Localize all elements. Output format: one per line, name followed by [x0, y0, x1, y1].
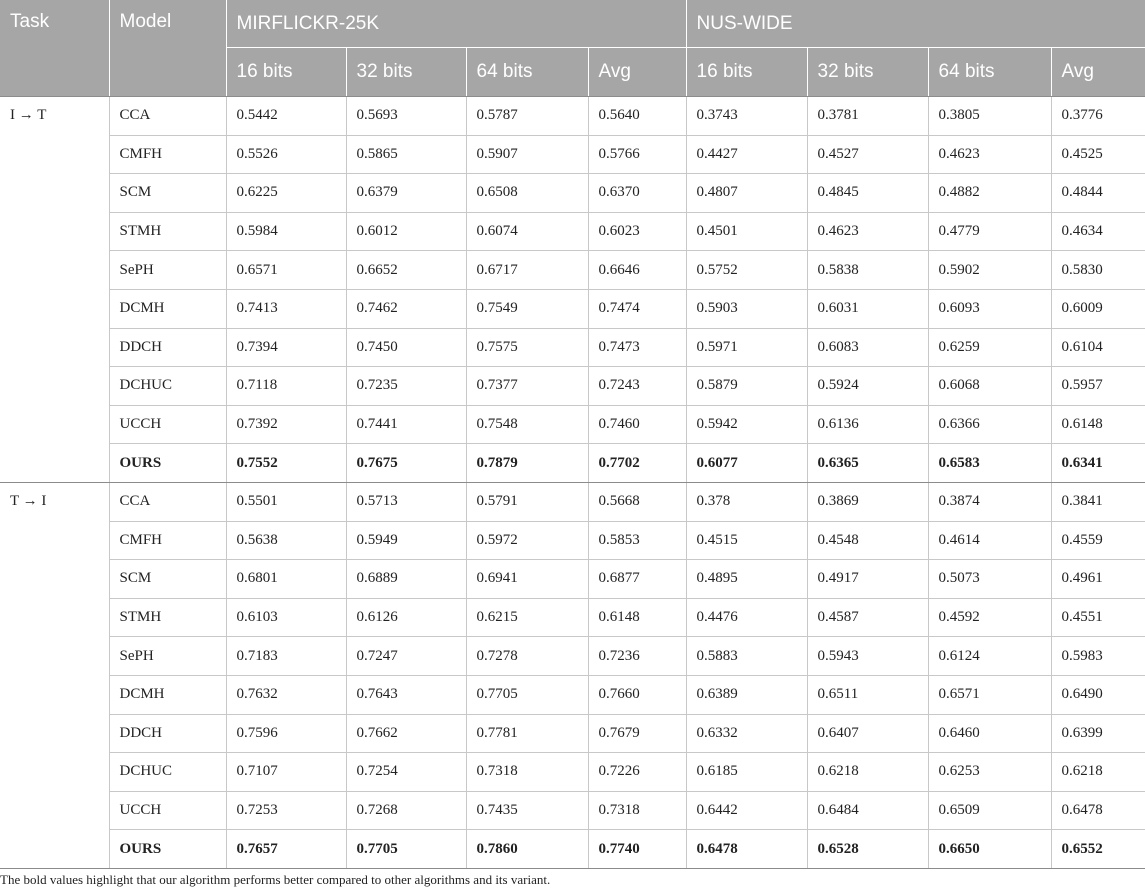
value-cell: 0.7392 [226, 405, 346, 444]
value-cell: 0.7107 [226, 753, 346, 792]
value-cell: 0.6484 [807, 791, 928, 830]
value-cell: 0.6332 [686, 714, 807, 753]
value-cell: 0.7413 [226, 289, 346, 328]
value-cell: 0.7318 [588, 791, 686, 830]
value-cell: 0.6225 [226, 174, 346, 213]
value-cell: 0.6253 [928, 753, 1051, 792]
value-cell: 0.5693 [346, 97, 466, 136]
value-cell: 0.4882 [928, 174, 1051, 213]
value-cell: 0.5902 [928, 251, 1051, 290]
value-cell: 0.6074 [466, 212, 588, 251]
value-cell: 0.6460 [928, 714, 1051, 753]
header-bits: 64 bits [466, 48, 588, 97]
table-row [0, 367, 1145, 406]
value-cell: 0.3869 [807, 482, 928, 521]
value-cell: 0.7705 [346, 830, 466, 869]
value-cell: 0.4527 [807, 135, 928, 174]
value-cell: 0.4623 [807, 212, 928, 251]
value-cell: 0.7183 [226, 637, 346, 676]
value-cell: 0.5903 [686, 289, 807, 328]
value-cell: 0.6717 [466, 251, 588, 290]
value-cell: 0.7740 [588, 830, 686, 869]
value-cell: 0.5787 [466, 97, 588, 136]
table-row [0, 135, 1145, 174]
table-row [0, 444, 1145, 483]
model-cell: OURS [109, 830, 226, 869]
value-cell: 0.4592 [928, 598, 1051, 637]
model-cell: STMH [109, 212, 226, 251]
table-row [0, 675, 1145, 714]
value-cell: 0.6124 [928, 637, 1051, 676]
value-cell: 0.5883 [686, 637, 807, 676]
value-cell: 0.7679 [588, 714, 686, 753]
value-cell: 0.7235 [346, 367, 466, 406]
value-cell: 0.3781 [807, 97, 928, 136]
value-cell: 0.7118 [226, 367, 346, 406]
value-cell: 0.5942 [686, 405, 807, 444]
value-cell: 0.6126 [346, 598, 466, 637]
header-avg: Avg [1051, 48, 1145, 97]
value-cell: 0.6877 [588, 560, 686, 599]
value-cell: 0.7460 [588, 405, 686, 444]
value-cell: 0.4917 [807, 560, 928, 599]
table-row [0, 560, 1145, 599]
table-row [0, 289, 1145, 328]
model-cell: SePH [109, 637, 226, 676]
value-cell: 0.4634 [1051, 212, 1145, 251]
value-cell: 0.6552 [1051, 830, 1145, 869]
value-cell: 0.4559 [1051, 521, 1145, 560]
value-cell: 0.7394 [226, 328, 346, 367]
value-cell: 0.6104 [1051, 328, 1145, 367]
model-cell: SePH [109, 251, 226, 290]
header-bits: 64 bits [928, 48, 1051, 97]
value-cell: 0.7450 [346, 328, 466, 367]
table-header [0, 0, 1145, 97]
table-row [0, 405, 1145, 444]
task-cell: I → T [0, 97, 109, 483]
value-cell: 0.7575 [466, 328, 588, 367]
value-cell: 0.6068 [928, 367, 1051, 406]
table-row [0, 714, 1145, 753]
value-cell: 0.7632 [226, 675, 346, 714]
model-cell: CCA [109, 97, 226, 136]
value-cell: 0.6889 [346, 560, 466, 599]
model-cell: STMH [109, 598, 226, 637]
value-cell: 0.6148 [588, 598, 686, 637]
header-bits: 32 bits [807, 48, 928, 97]
value-cell: 0.4961 [1051, 560, 1145, 599]
value-cell: 0.7226 [588, 753, 686, 792]
value-cell: 0.7705 [466, 675, 588, 714]
value-cell: 0.7236 [588, 637, 686, 676]
value-cell: 0.6365 [807, 444, 928, 483]
value-cell: 0.7318 [466, 753, 588, 792]
value-cell: 0.7435 [466, 791, 588, 830]
value-cell: 0.6009 [1051, 289, 1145, 328]
table-body [0, 97, 1145, 869]
table-row [0, 791, 1145, 830]
header-task: Task [0, 0, 109, 97]
value-cell: 0.5853 [588, 521, 686, 560]
table-row [0, 212, 1145, 251]
value-cell: 0.6509 [928, 791, 1051, 830]
value-cell: 0.5924 [807, 367, 928, 406]
header-dataset-nuswide: NUS-WIDE [686, 0, 1145, 48]
value-cell: 0.6652 [346, 251, 466, 290]
value-cell: 0.5766 [588, 135, 686, 174]
value-cell: 0.6083 [807, 328, 928, 367]
value-cell: 0.7441 [346, 405, 466, 444]
value-cell: 0.3805 [928, 97, 1051, 136]
value-cell: 0.7549 [466, 289, 588, 328]
value-cell: 0.5957 [1051, 367, 1145, 406]
value-cell: 0.7268 [346, 791, 466, 830]
value-cell: 0.4515 [686, 521, 807, 560]
value-cell: 0.7254 [346, 753, 466, 792]
value-cell: 0.7596 [226, 714, 346, 753]
value-cell: 0.6218 [1051, 753, 1145, 792]
value-cell: 0.6389 [686, 675, 807, 714]
value-cell: 0.5526 [226, 135, 346, 174]
value-cell: 0.7473 [588, 328, 686, 367]
value-cell: 0.4779 [928, 212, 1051, 251]
value-cell: 0.6031 [807, 289, 928, 328]
value-cell: 0.6077 [686, 444, 807, 483]
value-cell: 0.7462 [346, 289, 466, 328]
value-cell: 0.6341 [1051, 444, 1145, 483]
model-cell: SCM [109, 560, 226, 599]
value-cell: 0.6185 [686, 753, 807, 792]
value-cell: 0.6407 [807, 714, 928, 753]
header-bits: 32 bits [346, 48, 466, 97]
table-footnote: The bold values highlight that our algorithm performs better compared to other algorithms and its variant. [0, 872, 551, 887]
value-cell: 0.6478 [1051, 791, 1145, 830]
value-cell: 0.6259 [928, 328, 1051, 367]
model-cell: CMFH [109, 521, 226, 560]
table-row [0, 251, 1145, 290]
value-cell: 0.6490 [1051, 675, 1145, 714]
model-cell: UCCH [109, 405, 226, 444]
value-cell: 0.5501 [226, 482, 346, 521]
value-cell: 0.7552 [226, 444, 346, 483]
value-cell: 0.4844 [1051, 174, 1145, 213]
value-cell: 0.4623 [928, 135, 1051, 174]
value-cell: 0.4548 [807, 521, 928, 560]
value-cell: 0.5971 [686, 328, 807, 367]
value-cell: 0.6366 [928, 405, 1051, 444]
value-cell: 0.4807 [686, 174, 807, 213]
value-cell: 0.5073 [928, 560, 1051, 599]
value-cell: 0.7253 [226, 791, 346, 830]
model-cell: DCHUC [109, 753, 226, 792]
value-cell: 0.5907 [466, 135, 588, 174]
value-cell: 0.6148 [1051, 405, 1145, 444]
value-cell: 0.6093 [928, 289, 1051, 328]
value-cell: 0.5984 [226, 212, 346, 251]
task-cell: T → I [0, 482, 109, 868]
value-cell: 0.7548 [466, 405, 588, 444]
value-cell: 0.3743 [686, 97, 807, 136]
value-cell: 0.6442 [686, 791, 807, 830]
value-cell: 0.5713 [346, 482, 466, 521]
value-cell: 0.6508 [466, 174, 588, 213]
value-cell: 0.6023 [588, 212, 686, 251]
value-cell: 0.4895 [686, 560, 807, 599]
value-cell: 0.7474 [588, 289, 686, 328]
value-cell: 0.5879 [686, 367, 807, 406]
header-bits: 16 bits [686, 48, 807, 97]
value-cell: 0.7247 [346, 637, 466, 676]
value-cell: 0.7278 [466, 637, 588, 676]
model-cell: DDCH [109, 328, 226, 367]
value-cell: 0.3776 [1051, 97, 1145, 136]
table-row [0, 97, 1145, 136]
value-cell: 0.5865 [346, 135, 466, 174]
value-cell: 0.6103 [226, 598, 346, 637]
value-cell: 0.5442 [226, 97, 346, 136]
table-row [0, 482, 1145, 521]
table-row [0, 521, 1145, 560]
value-cell: 0.378 [686, 482, 807, 521]
model-cell: CMFH [109, 135, 226, 174]
value-cell: 0.4845 [807, 174, 928, 213]
value-cell: 0.5830 [1051, 251, 1145, 290]
header-avg: Avg [588, 48, 686, 97]
value-cell: 0.6511 [807, 675, 928, 714]
model-cell: SCM [109, 174, 226, 213]
value-cell: 0.6012 [346, 212, 466, 251]
value-cell: 0.5972 [466, 521, 588, 560]
value-cell: 0.7702 [588, 444, 686, 483]
value-cell: 0.4501 [686, 212, 807, 251]
value-cell: 0.6218 [807, 753, 928, 792]
value-cell: 0.6215 [466, 598, 588, 637]
table-row [0, 753, 1145, 792]
model-cell: OURS [109, 444, 226, 483]
value-cell: 0.6528 [807, 830, 928, 869]
value-cell: 0.5640 [588, 97, 686, 136]
value-cell: 0.5838 [807, 251, 928, 290]
value-cell: 0.4551 [1051, 598, 1145, 637]
value-cell: 0.7675 [346, 444, 466, 483]
value-cell: 0.6571 [226, 251, 346, 290]
table-row [0, 174, 1145, 213]
value-cell: 0.5638 [226, 521, 346, 560]
value-cell: 0.4427 [686, 135, 807, 174]
table-row [0, 637, 1145, 676]
value-cell: 0.7879 [466, 444, 588, 483]
value-cell: 0.6136 [807, 405, 928, 444]
value-cell: 0.4525 [1051, 135, 1145, 174]
value-cell: 0.6399 [1051, 714, 1145, 753]
value-cell: 0.6941 [466, 560, 588, 599]
value-cell: 0.6650 [928, 830, 1051, 869]
model-cell: UCCH [109, 791, 226, 830]
value-cell: 0.3874 [928, 482, 1051, 521]
value-cell: 0.7243 [588, 367, 686, 406]
value-cell: 0.7781 [466, 714, 588, 753]
value-cell: 0.5949 [346, 521, 466, 560]
value-cell: 0.6646 [588, 251, 686, 290]
value-cell: 0.7643 [346, 675, 466, 714]
value-cell: 0.6583 [928, 444, 1051, 483]
value-cell: 0.3841 [1051, 482, 1145, 521]
table-row [0, 830, 1145, 869]
table-row [0, 328, 1145, 367]
value-cell: 0.7657 [226, 830, 346, 869]
value-cell: 0.6478 [686, 830, 807, 869]
value-cell: 0.4476 [686, 598, 807, 637]
value-cell: 0.7662 [346, 714, 466, 753]
header-dataset-mirflickr: MIRFLICKR-25K [226, 0, 686, 48]
value-cell: 0.5791 [466, 482, 588, 521]
value-cell: 0.7860 [466, 830, 588, 869]
value-cell: 0.6370 [588, 174, 686, 213]
table-row [0, 598, 1145, 637]
header-model: Model [109, 0, 226, 97]
model-cell: DCMH [109, 289, 226, 328]
value-cell: 0.7660 [588, 675, 686, 714]
model-cell: DCMH [109, 675, 226, 714]
model-cell: CCA [109, 482, 226, 521]
header-bits: 16 bits [226, 48, 346, 97]
value-cell: 0.4587 [807, 598, 928, 637]
value-cell: 0.4614 [928, 521, 1051, 560]
value-cell: 0.5668 [588, 482, 686, 521]
value-cell: 0.5752 [686, 251, 807, 290]
value-cell: 0.6571 [928, 675, 1051, 714]
value-cell: 0.7377 [466, 367, 588, 406]
value-cell: 0.6801 [226, 560, 346, 599]
model-cell: DCHUC [109, 367, 226, 406]
value-cell: 0.5983 [1051, 637, 1145, 676]
value-cell: 0.6379 [346, 174, 466, 213]
model-cell: DDCH [109, 714, 226, 753]
value-cell: 0.5943 [807, 637, 928, 676]
